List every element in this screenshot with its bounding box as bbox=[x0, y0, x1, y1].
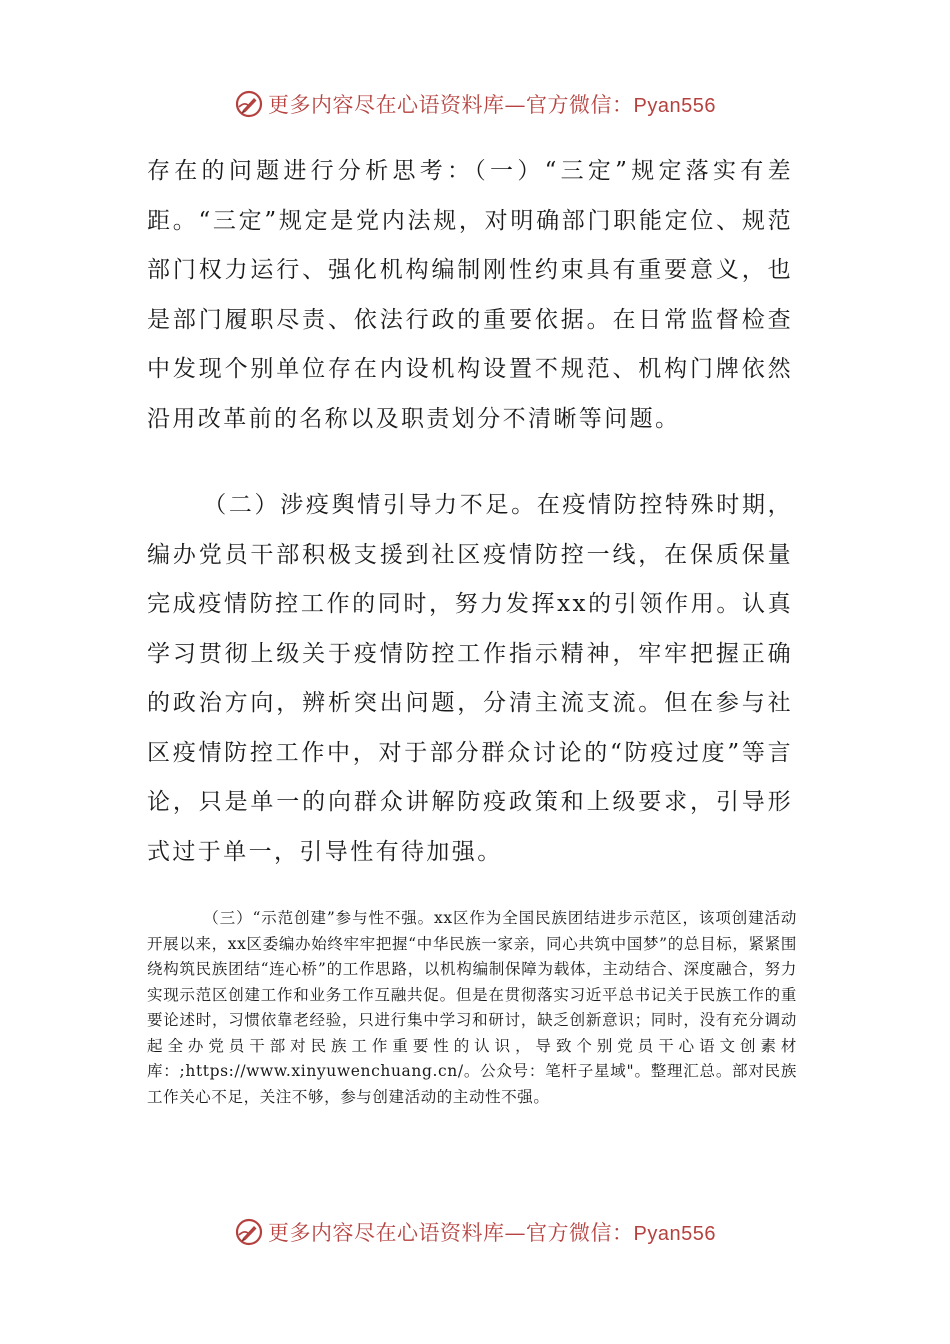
paragraph-2-text: （二）涉疫舆情引导力不足。在疫情防控特殊时期，编办党员干部积极支援到社区疫情防控一线，在保质保量完成疫情防控工作的同时，努力发挥xx的引领作用。认真学习贯彻上级关于疫情防控工作指示精神，牢牢把握正确的政治方向，辨析突出问题，分清主流支流。但在参与社区疫情防控工作中，对于部分群众讨论的“防疫过度”等言论，只是单一的向群众讲解防疫政策和上级要求，引导形式过于单一，引导性有待加强。 bbox=[147, 492, 793, 865]
paragraph-3 bbox=[147, 906, 797, 1110]
footer-wechat-handle: Pyan556 bbox=[633, 1223, 716, 1245]
pen-logo-icon bbox=[234, 89, 264, 119]
paragraph-1: 存在的问题进行分析思考：（一）“三定”规定落实有差距。“三定”规定是党内法规，对明确部门职能定位、规范部门权力运行、强化机构编制刚性约束具有重要意义，也是部门履职尽责、依法行政的重要依据。在日常监督检查中发现个别单位存在内设机构设置不规范、机构门牌依然沿用改革前的名称以及职责划分不清晰等问题。 bbox=[147, 158, 793, 432]
header-wechat-handle: Pyan556 bbox=[633, 95, 716, 117]
header-banner-label: 更多内容尽在心语资料库—官方微信： bbox=[268, 93, 634, 117]
header-banner-text bbox=[268, 89, 716, 119]
paragraph-2 bbox=[147, 481, 793, 877]
footer-banner bbox=[0, 1212, 950, 1252]
pen-logo-icon bbox=[234, 1217, 264, 1247]
footer-banner-text bbox=[268, 1217, 716, 1247]
paragraph-3-text: （三）“示范创建”参与性不强。xx区作为全国民族团结进步示范区，该项创建活动开展以来，xx区委编办始终牢牢把握“中华民族一家亲，同心共筑中国梦”的总目标，紧紧围绕构筑民族团结“连心桥”的工作思路，以机构编制保障为载体，主动结合、深度融合，努力实现示范区创建工作和业务工作互融共促。但是在贯彻落实习近平总书记关于民族工作的重要论述时，习惯依靠老经验，只进行集中学习和研讨，缺乏创新意识；同时，没有充分调动起全办党员干部对民族工作重要性的认识，导致个别党员干心语文创素材库：;https://www.xinyuwenchuang.cn/。公众号：笔杆子星域"。整理汇总。部对民族工作关心不足，关注不够，参与创建活动的主动性不强。 bbox=[147, 909, 797, 1106]
footer-banner-label: 更多内容尽在心语资料库—官方微信： bbox=[268, 1221, 634, 1245]
header-banner bbox=[0, 84, 950, 124]
